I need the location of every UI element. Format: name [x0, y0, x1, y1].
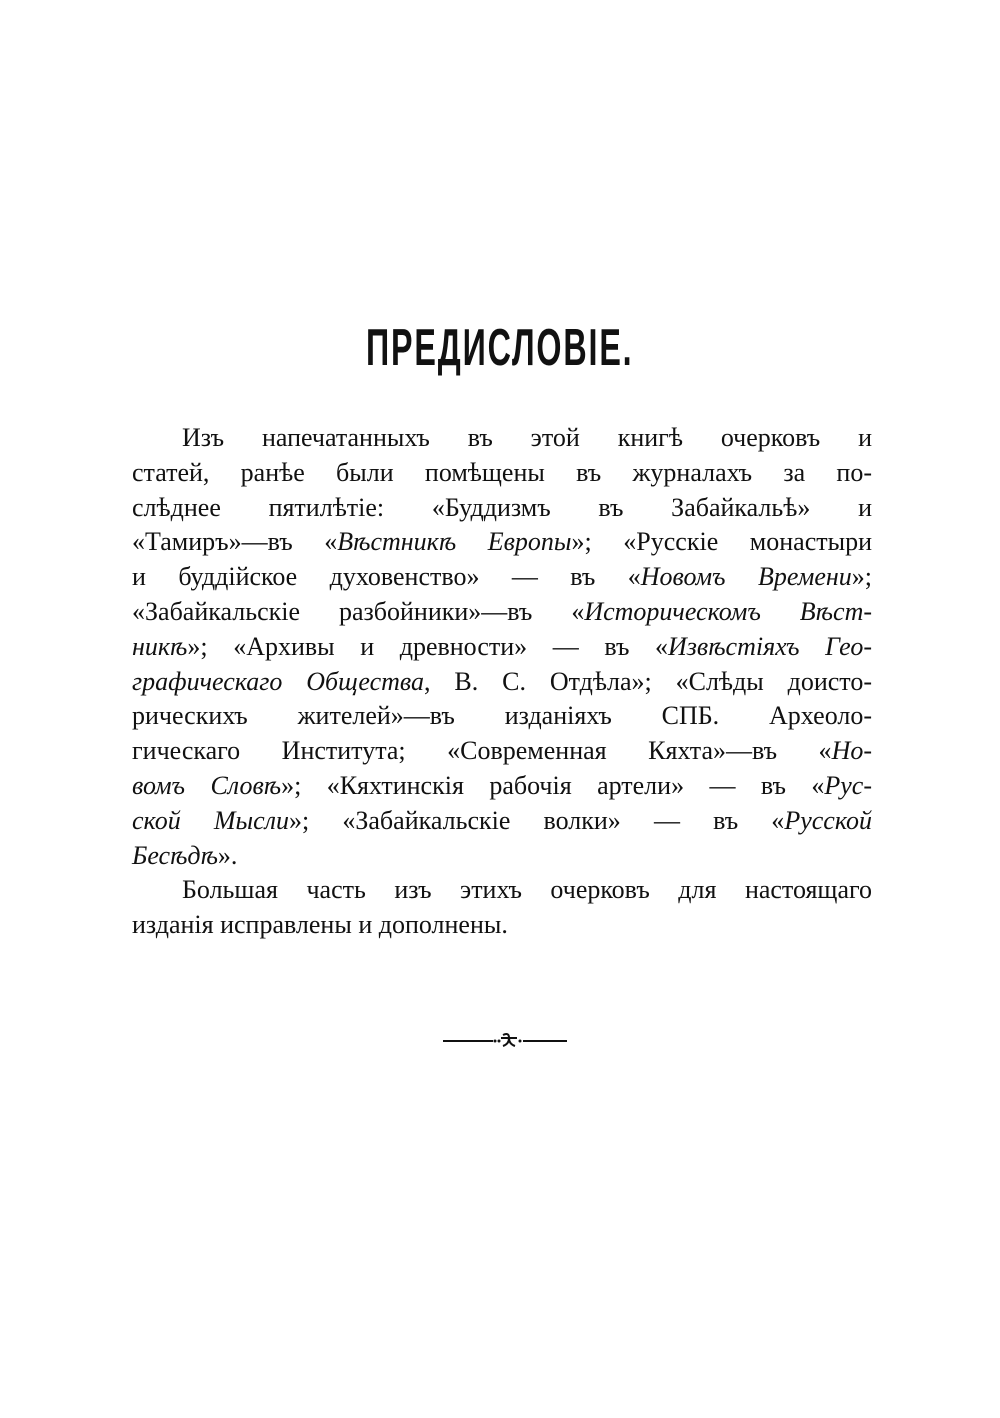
text-line [132, 421, 872, 456]
text-segment: »; «Архивы и древности» — въ « [187, 631, 668, 661]
italic-title-text: Но- [831, 736, 872, 766]
text-line [132, 699, 872, 734]
text-line [132, 908, 872, 943]
italic-title-text: никѣ [132, 631, 188, 661]
page-title [0, 318, 1000, 378]
text-segment: статей, ранѣе были помѣщены въ журналахъ за по- [132, 457, 872, 487]
text-segment: »; «Кяхтинскія рабочія артели» — въ « [281, 770, 825, 800]
preface-body [132, 421, 872, 943]
text-line [132, 595, 872, 630]
italic-title-text: Новомъ Времени [640, 562, 852, 592]
text-segment: Большая часть изъ этихъ очерковъ для настоящаго [182, 875, 872, 905]
italic-title-text: Историческомъ Вѣст- [584, 596, 872, 626]
text-segment: ». [217, 840, 238, 870]
text-segment: »; «Русскіе монастыри [571, 527, 872, 557]
text-line [132, 491, 872, 526]
text-segment: «Забайкальскіе разбойники»—въ « [132, 596, 585, 626]
text-segment: «Тамиръ»—въ « [132, 527, 338, 557]
ornament-divider-icon [443, 1032, 567, 1048]
italic-title-text: графическаго Общества [132, 666, 425, 696]
text-line [132, 873, 872, 908]
text-segment: гическаго Института; «Современная Кяхта»—въ « [132, 736, 832, 766]
text-line [132, 734, 872, 769]
text-segment: , В. С. Отдѣла»; «Слѣды доисто- [424, 666, 872, 696]
page-title-text: ПРЕДИСЛОВІЕ. [366, 319, 634, 377]
text-segment: рическихъ жителей»—въ изданіяхъ СПБ. Археоло- [132, 701, 872, 731]
italic-title-text: Извѣстіяхъ Гео- [667, 631, 872, 661]
text-segment: »; «Забайкальскіе волки» — въ « [289, 805, 785, 835]
italic-title-text: Вѣстникѣ Европы [337, 527, 572, 557]
text-segment: и буддійское духовенство» — въ « [132, 562, 641, 592]
italic-title-text: вомъ Словѣ [132, 770, 282, 800]
text-line [132, 804, 872, 839]
text-line [132, 630, 872, 665]
italic-title-text: Русской [784, 805, 872, 835]
text-segment: Изъ напечатанныхъ въ этой книгѣ очерковъ и [182, 423, 872, 452]
text-line [132, 665, 872, 700]
text-line [132, 525, 872, 560]
text-segment: изданія исправлены и дополнены. [132, 910, 508, 940]
italic-title-text: ской Мысли [132, 805, 289, 835]
text-line [132, 839, 872, 874]
italic-title-text: Рус- [824, 770, 872, 800]
text-segment: слѣднее пятилѣтіе: «Буддизмъ въ Забайкальѣ» и [132, 492, 872, 522]
text-segment: »; [851, 562, 872, 592]
text-line [132, 560, 872, 595]
italic-title-text: Бесѣдѣ [132, 840, 218, 870]
text-line [132, 456, 872, 491]
text-line [132, 769, 872, 804]
